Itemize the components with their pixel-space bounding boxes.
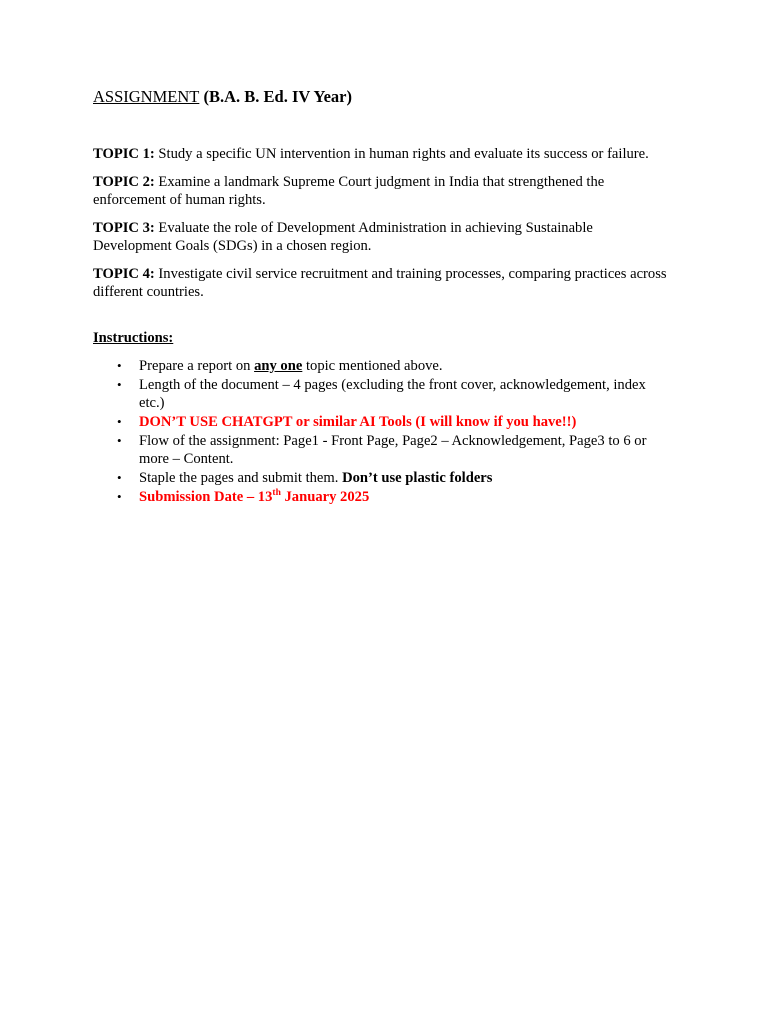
bullet-icon: • [117,433,122,448]
topic-list [93,145,668,311]
bullet-icon: • [117,489,122,504]
document-title [93,87,352,107]
topic-1-text: Study a specific UN intervention in human rights and evaluate its success or failure. [154,146,649,162]
topic-4-text: Investigate civil service recruitment and training processes, comparing practices across different countries. [93,266,667,300]
instruction-2-text: Length of the document – 4 pages (excluding the front cover, acknowledgement, index etc.) [139,377,646,411]
submission-date-pre: Submission Date – 13 [139,489,273,505]
topic-3 [93,219,668,255]
title-main: ASSIGNMENT [93,87,200,106]
instruction-1-text-end: topic mentioned above. [302,358,443,374]
instruction-item-1 [93,357,668,375]
title-sub: (B.A. B. Ed. IV Year) [199,87,352,106]
instruction-item-4 [93,432,668,468]
bullet-icon: • [117,414,122,429]
instruction-4-text: Flow of the assignment: Page1 - Front Page, Page2 – Acknowledgement, Page3 to 6 or more – Content. [139,433,647,467]
topic-3-text: Evaluate the role of Development Administration in achieving Sustainable Development Goals (SDGs) in a chosen region. [93,220,593,254]
topic-2-label: TOPIC 2: [93,174,155,190]
topic-2-text: Examine a landmark Supreme Court judgment in India that strengthened the enforcement of human rights. [93,174,605,208]
bullet-icon: • [117,358,122,373]
instruction-item-6 [93,488,668,506]
bullet-icon: • [117,470,122,485]
topic-1-label: TOPIC 1: [93,146,155,162]
instructions-list [93,357,668,507]
instruction-1-text: Prepare a report on [139,358,255,374]
instruction-item-2 [93,376,668,412]
submission-date [139,489,369,505]
instruction-5-text: Staple the pages and submit them. [139,470,343,486]
topic-4-label: TOPIC 4: [93,266,155,282]
topic-1 [93,145,668,163]
topic-2 [93,173,668,209]
topic-4 [93,265,668,301]
instruction-1-emphasis: any one [254,358,303,374]
instruction-5-emphasis: Don’t use plastic folders [342,470,493,486]
instructions-heading: Instructions: [93,330,174,346]
instruction-3-warning: DON’T USE CHATGPT or similar AI Tools (I will know if you have!!) [139,414,577,430]
topic-3-label: TOPIC 3: [93,220,155,236]
bullet-icon: • [117,377,122,392]
submission-date-sup: th [272,488,281,499]
instruction-item-5 [93,469,668,487]
instruction-item-3 [93,413,668,431]
submission-date-post: January 2025 [280,489,370,505]
